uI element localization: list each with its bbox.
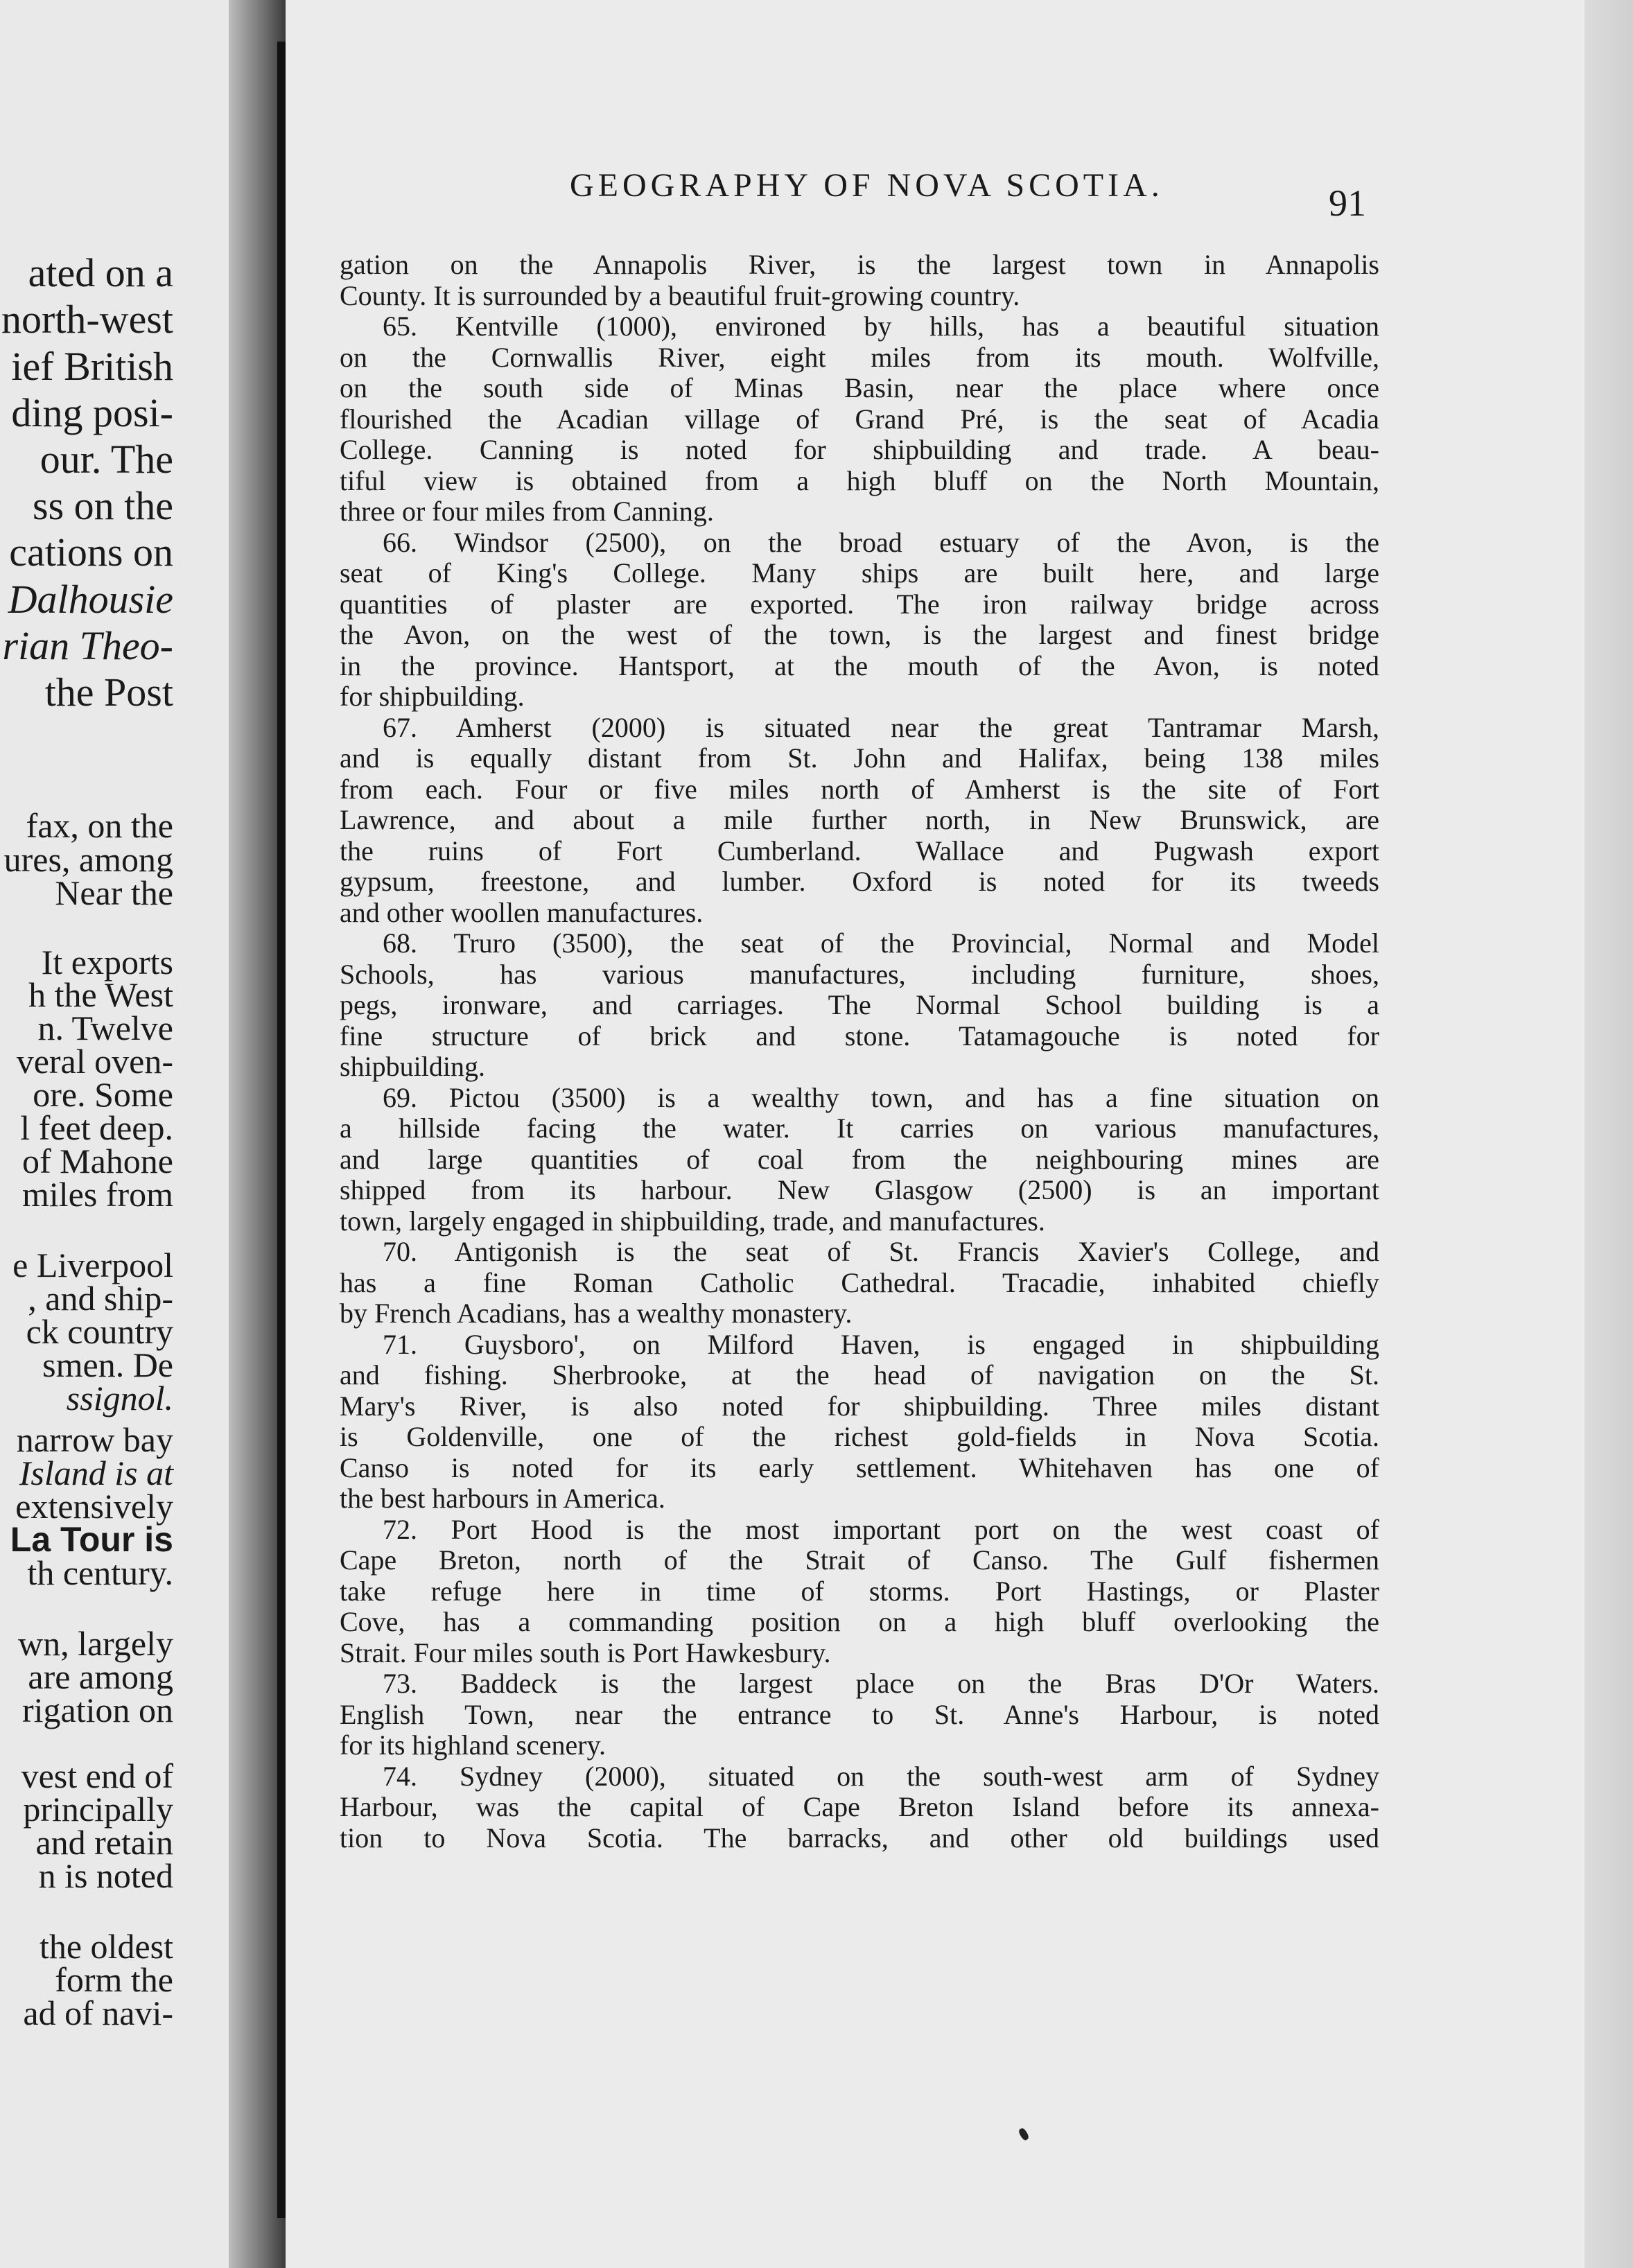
text-line: pegs, ironware, and carriages. The Normal School building is a xyxy=(340,989,1379,1020)
text-line: and large quantities of coal from the neighbouring mines are xyxy=(340,1143,1379,1175)
text-line: Cape Breton, north of the Strait of Canso. The Gulf fishermen xyxy=(340,1544,1379,1576)
left-line: rigation on xyxy=(21,1691,173,1729)
text-line: flourished the Acadian village of Grand Pré, is the seat of Acadia xyxy=(340,403,1379,435)
left-line: ss on the xyxy=(33,483,173,528)
left-line: veral oven- xyxy=(16,1042,173,1081)
text-line: seat of King's College. Many ships are built here, and large xyxy=(340,557,1379,588)
text-line: 69. Pictou (3500) is a wealthy town, and has a fine situation on xyxy=(383,1081,1379,1113)
left-line: the Post xyxy=(44,670,173,715)
text-line: tiful view is obtained from a high bluff on the North Mountain, xyxy=(340,464,1379,496)
left-line: ures, among xyxy=(3,840,173,879)
text-line: shipbuilding. xyxy=(340,1051,486,1082)
left-line: of Mahone xyxy=(22,1142,173,1180)
main-page xyxy=(286,0,1633,2268)
text-line: town, largely engaged in shipbuilding, trade, and manufactures. xyxy=(340,1205,1045,1237)
text-line: Canso is noted for its early settlement. Whitehaven has one of xyxy=(340,1451,1379,1483)
left-line: our. The xyxy=(40,437,173,482)
text-line: the ruins of Fort Cumberland. Wallace and Pugwash export xyxy=(340,835,1379,866)
left-line: vest end of xyxy=(21,1756,173,1795)
text-line: take refuge here in time of storms. Port Hastings, or Plaster xyxy=(340,1575,1379,1607)
left-line: ore. Some xyxy=(33,1075,173,1114)
page-edge xyxy=(1584,0,1633,2268)
left-line: La Tour is xyxy=(10,1520,173,1559)
page-number: 91 xyxy=(1329,182,1366,224)
text-line: Cove, has a commanding position on a high bluff overlooking the xyxy=(340,1606,1379,1637)
text-line: College. Canning is noted for shipbuilding and trade. A beau- xyxy=(340,434,1379,465)
left-line: ief British xyxy=(11,344,173,389)
left-line: wn, largely xyxy=(17,1624,173,1663)
text-line: fine structure of brick and stone. Tatamagouche is noted for xyxy=(340,1020,1379,1052)
left-line: cations on xyxy=(9,530,173,575)
text-line: English Town, near the entrance to St. Anne's Harbour, is noted xyxy=(340,1698,1379,1730)
left-line: Dalhousie xyxy=(8,577,173,622)
text-line: 71. Guysboro', on Milford Haven, is engaged in shipbuilding xyxy=(383,1328,1379,1360)
text-line: has a fine Roman Catholic Cathedral. Tracadie, inhabited chiefly xyxy=(340,1266,1379,1298)
text-line: on the Cornwallis River, eight miles from its mouth. Wolfville, xyxy=(340,341,1379,373)
facing-page-fragment xyxy=(0,0,250,2268)
text-line: 67. Amherst (2000) is situated near the great Tantramar Marsh, xyxy=(383,711,1379,743)
left-line: and retain xyxy=(35,1823,173,1862)
text-line: and is equally distant from St. John and Halifax, being 138 miles xyxy=(340,742,1379,774)
text-line: 70. Antigonish is the seat of St. Francis Xavier's College, and xyxy=(383,1236,1379,1267)
left-line: l feet deep. xyxy=(20,1108,173,1147)
text-line: for shipbuilding. xyxy=(340,681,525,712)
text-line: and fishing. Sherbrooke, at the head of navigation on the St. xyxy=(340,1359,1379,1390)
left-line: ding posi- xyxy=(11,390,173,435)
left-line: ated on a xyxy=(28,250,173,295)
left-line: Island is at xyxy=(19,1454,173,1492)
text-line: is Goldenville, one of the richest gold-fields in Nova Scotia. xyxy=(340,1421,1379,1452)
text-line: gation on the Annapolis River, is the largest town in Annapolis xyxy=(340,249,1379,280)
text-line: by French Acadians, has a wealthy monastery. xyxy=(340,1298,853,1329)
ink-smudge xyxy=(1018,2127,1030,2142)
left-line: ssignol. xyxy=(66,1379,173,1418)
left-line: ck country xyxy=(26,1312,173,1351)
left-line: th century. xyxy=(27,1553,173,1592)
text-line: Lawrence, and about a mile further north, in New Brunswick, are xyxy=(340,804,1379,835)
left-line: fax, on the xyxy=(26,806,173,845)
left-line: miles from xyxy=(21,1175,173,1214)
left-line: rian Theo- xyxy=(2,623,173,668)
text-line: 68. Truro (3500), the seat of the Provincial, Normal and Model xyxy=(383,927,1379,959)
text-line: the best harbours in America. xyxy=(340,1483,665,1514)
text-line: 74. Sydney (2000), situated on the south-west arm of Sydney xyxy=(383,1760,1379,1792)
text-line: gypsum, freestone, and lumber. Oxford is noted for its tweeds xyxy=(340,866,1379,897)
text-line: for its highland scenery. xyxy=(340,1729,606,1761)
text-line: Mary's River, is also noted for shipbuilding. Three miles distant xyxy=(340,1390,1379,1422)
left-line: principally xyxy=(23,1790,173,1829)
left-line: form the xyxy=(55,1960,173,1999)
left-line: Near the xyxy=(55,873,173,912)
left-line: It exports xyxy=(41,943,173,982)
left-line: north-west xyxy=(1,297,173,342)
left-line: are among xyxy=(28,1657,173,1696)
text-line: shipped from its harbour. New Glasgow (2500) is an important xyxy=(340,1174,1379,1205)
text-line: the Avon, on the west of the town, is the largest and finest bridge xyxy=(340,619,1379,650)
text-line: tion to Nova Scotia. The barracks, and other old buildings used xyxy=(340,1822,1379,1853)
running-head: GEOGRAPHY OF NOVA SCOTIA. xyxy=(570,167,1164,204)
left-line: smen. De xyxy=(42,1345,173,1384)
body-text xyxy=(340,250,1379,1853)
text-line: three or four miles from Canning. xyxy=(340,496,714,527)
left-line: ad of navi- xyxy=(23,1994,173,2032)
text-line: on the south side of Minas Basin, near the place where once xyxy=(340,372,1379,403)
text-line: from each. Four or five miles north of Amherst is the site of Fort xyxy=(340,773,1379,805)
text-line: in the province. Hantsport, at the mouth of the Avon, is noted xyxy=(340,649,1379,681)
text-line: 65. Kentville (1000), environed by hills, has a beautiful situation xyxy=(383,311,1379,342)
left-line: n. Twelve xyxy=(37,1009,173,1047)
text-line: quantities of plaster are exported. The iron railway bridge across xyxy=(340,588,1379,620)
gutter-rule xyxy=(277,42,286,2218)
left-line: n is noted xyxy=(38,1856,173,1895)
text-line: Harbour, was the capital of Cape Breton Island before its annexa- xyxy=(340,1791,1379,1822)
text-line: 66. Windsor (2500), on the broad estuary of the Avon, is the xyxy=(383,526,1379,558)
text-line: 73. Baddeck is the largest place on the Bras D'Or Waters. xyxy=(383,1668,1379,1699)
left-line: e Liverpool xyxy=(12,1246,173,1284)
text-line: County. It is surrounded by a beautiful fruit-growing country. xyxy=(340,279,1020,311)
text-line: 72. Port Hood is the most important port on the west coast of xyxy=(383,1513,1379,1545)
left-line: h the West xyxy=(28,975,173,1014)
text-line: a hillside facing the water. It carries on various manufactures, xyxy=(340,1113,1379,1144)
text-line: Strait. Four miles south is Port Hawkesbury. xyxy=(340,1637,831,1668)
left-line: the oldest xyxy=(39,1927,173,1966)
left-line: extensively xyxy=(15,1487,173,1526)
left-line: narrow bay xyxy=(16,1420,173,1459)
text-line: Schools, has various manufactures, including furniture, shoes, xyxy=(340,958,1379,990)
text-line: and other woollen manufactures. xyxy=(340,896,704,928)
left-line: , and ship- xyxy=(28,1279,173,1318)
